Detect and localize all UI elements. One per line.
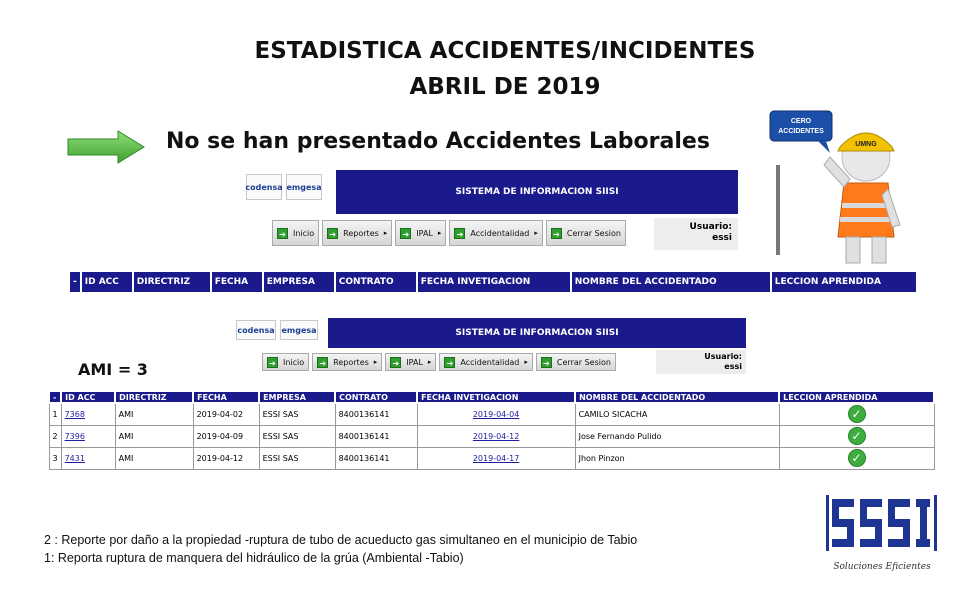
fecha-investigacion-link[interactable]: 2019-04-17 bbox=[417, 447, 575, 469]
system-banner-1: SISTEMA DE INFORMACION SIISI bbox=[336, 170, 738, 214]
logos-2 bbox=[236, 320, 318, 340]
fecha-investigacion-link[interactable]: 2019-04-12 bbox=[417, 425, 575, 447]
col-header: NOMBRE DEL ACCIDENTADO bbox=[575, 391, 779, 403]
id-acc-link[interactable]: 7368 bbox=[61, 403, 115, 425]
empresa-cell: ESSI SAS bbox=[259, 425, 335, 447]
menu-accidentalidad[interactable]: ➔ Accidentalidad ▸ bbox=[439, 353, 532, 371]
col-header: DIRECTRIZ bbox=[115, 391, 193, 403]
col-header: CONTRATO bbox=[335, 271, 417, 293]
note-line-2: 1: Reporta ruptura de manquera del hidráulico de la grúa (Ambiental -Tabio) bbox=[44, 551, 464, 565]
directriz-cell: AMI bbox=[115, 425, 193, 447]
arrow-right-icon: ➔ bbox=[267, 357, 278, 368]
arrow-right-icon: ➔ bbox=[551, 228, 562, 239]
arrow-right-icon: ➔ bbox=[277, 228, 288, 239]
system-header-2 bbox=[236, 318, 746, 376]
leccion-cell bbox=[779, 425, 934, 447]
contrato-cell: 8400136141 bbox=[335, 403, 417, 425]
fecha-cell: 2019-04-02 bbox=[193, 403, 259, 425]
menu-reportes[interactable]: ➔ Reportes ▸ bbox=[322, 220, 392, 246]
empresa-cell: ESSI SAS bbox=[259, 403, 335, 425]
page-title: ESTADISTICA ACCIDENTES/INCIDENTES bbox=[254, 38, 756, 64]
note-line-1: 2 : Reporte por daño a la propiedad -ruptura de tubo de acueducto gas simultaneo en el municipio de Tabio bbox=[44, 533, 638, 547]
arrow-right-icon: ➔ bbox=[454, 228, 465, 239]
menu-bar-1 bbox=[272, 220, 626, 246]
system-banner-2: SISTEMA DE INFORMACION SIISI bbox=[328, 318, 746, 348]
col-header: LECCION APRENDIDA bbox=[779, 391, 934, 403]
col-header: ID ACC bbox=[81, 271, 133, 293]
menu-ipal[interactable]: ➔ IPAL ▸ bbox=[385, 353, 436, 371]
col-header: FECHA INVETIGACION bbox=[417, 391, 575, 403]
directriz-cell: AMI bbox=[115, 447, 193, 469]
fecha-investigacion-link[interactable]: 2019-04-04 bbox=[417, 403, 575, 425]
nombre-cell: Jose Fernando Pulido bbox=[575, 425, 779, 447]
accidents-table bbox=[48, 390, 935, 470]
col-header: LECCION APRENDIDA bbox=[771, 271, 917, 293]
contrato-cell: 8400136141 bbox=[335, 425, 417, 447]
page-subtitle: ABRIL DE 2019 bbox=[409, 74, 601, 100]
check-icon[interactable]: ✓ bbox=[848, 449, 866, 467]
menu-reportes[interactable]: ➔ Reportes ▸ bbox=[312, 353, 382, 371]
col-header: FECHA bbox=[211, 271, 263, 293]
ami-count: AMI = 3 bbox=[78, 360, 148, 379]
emgesa-logo: emgesa bbox=[286, 174, 322, 200]
arrow-right-icon: ➔ bbox=[390, 357, 401, 368]
check-icon[interactable]: ✓ bbox=[848, 427, 866, 445]
logos-1 bbox=[246, 174, 322, 200]
accidents-table-empty bbox=[68, 270, 918, 294]
col-header: NOMBRE DEL ACCIDENTADO bbox=[571, 271, 771, 293]
empresa-cell: ESSI SAS bbox=[259, 447, 335, 469]
cero-accidentes-sign bbox=[770, 111, 832, 153]
col-header: - bbox=[69, 271, 81, 293]
row-number: 2 bbox=[49, 425, 61, 447]
arrow-right-icon: ➔ bbox=[327, 228, 338, 239]
menu-cerrar-sesion[interactable]: ➔ Cerrar Sesion bbox=[546, 220, 626, 246]
table-row bbox=[49, 447, 934, 469]
menu-cerrar-sesion[interactable]: ➔ Cerrar Sesion bbox=[536, 353, 616, 371]
arrow-right-icon: ➔ bbox=[541, 357, 552, 368]
id-acc-link[interactable]: 7431 bbox=[61, 447, 115, 469]
leccion-cell bbox=[779, 403, 934, 425]
nombre-cell: CAMILO SICACHA bbox=[575, 403, 779, 425]
menu-inicio[interactable]: ➔ Inicio bbox=[262, 353, 309, 371]
arrow-right-icon: ➔ bbox=[317, 357, 328, 368]
sign-line-1: CERO bbox=[790, 118, 812, 125]
helmet-label: UMNG bbox=[855, 141, 877, 148]
system-header-1 bbox=[246, 170, 738, 252]
col-header: EMPRESA bbox=[263, 271, 335, 293]
arrow-right-icon: ➔ bbox=[444, 357, 455, 368]
fecha-cell: 2019-04-12 bbox=[193, 447, 259, 469]
col-header: EMPRESA bbox=[259, 391, 335, 403]
row-number: 1 bbox=[49, 403, 61, 425]
table-row bbox=[49, 403, 934, 425]
emgesa-logo: emgesa bbox=[280, 320, 318, 340]
headline: No se han presentado Accidentes Laborales bbox=[166, 129, 710, 154]
essi-logo-icon bbox=[818, 495, 948, 577]
check-icon[interactable]: ✓ bbox=[848, 405, 866, 423]
green-arrow-icon bbox=[66, 129, 146, 165]
menu-accidentalidad[interactable]: ➔ Accidentalidad ▸ bbox=[449, 220, 542, 246]
contrato-cell: 8400136141 bbox=[335, 447, 417, 469]
user-box-2: Usuario: essi bbox=[656, 350, 746, 374]
row-number: 3 bbox=[49, 447, 61, 469]
col-header: FECHA INVETIGACION bbox=[417, 271, 571, 293]
col-header: DIRECTRIZ bbox=[133, 271, 211, 293]
table-row bbox=[49, 425, 934, 447]
nombre-cell: Jhon Pinzon bbox=[575, 447, 779, 469]
col-header: CONTRATO bbox=[335, 391, 417, 403]
codensa-logo: codensa bbox=[246, 174, 282, 200]
fecha-cell: 2019-04-09 bbox=[193, 425, 259, 447]
menu-inicio[interactable]: ➔ Inicio bbox=[272, 220, 319, 246]
menu-ipal[interactable]: ➔ IPAL ▸ bbox=[395, 220, 446, 246]
directriz-cell: AMI bbox=[115, 403, 193, 425]
arrow-right-icon: ➔ bbox=[400, 228, 411, 239]
user-box-1: Usuario: essi bbox=[654, 218, 738, 250]
menu-bar-2 bbox=[262, 353, 616, 371]
leccion-cell bbox=[779, 447, 934, 469]
sign-line-2: ACCIDENTES bbox=[778, 128, 824, 135]
safety-mascot-icon bbox=[768, 105, 913, 265]
col-header: ID ACC bbox=[61, 391, 115, 403]
col-header: - bbox=[49, 391, 61, 403]
codensa-logo: codensa bbox=[236, 320, 276, 340]
col-header: FECHA bbox=[193, 391, 259, 403]
brand-tagline: Soluciones Eficientes bbox=[833, 562, 931, 572]
id-acc-link[interactable]: 7396 bbox=[61, 425, 115, 447]
